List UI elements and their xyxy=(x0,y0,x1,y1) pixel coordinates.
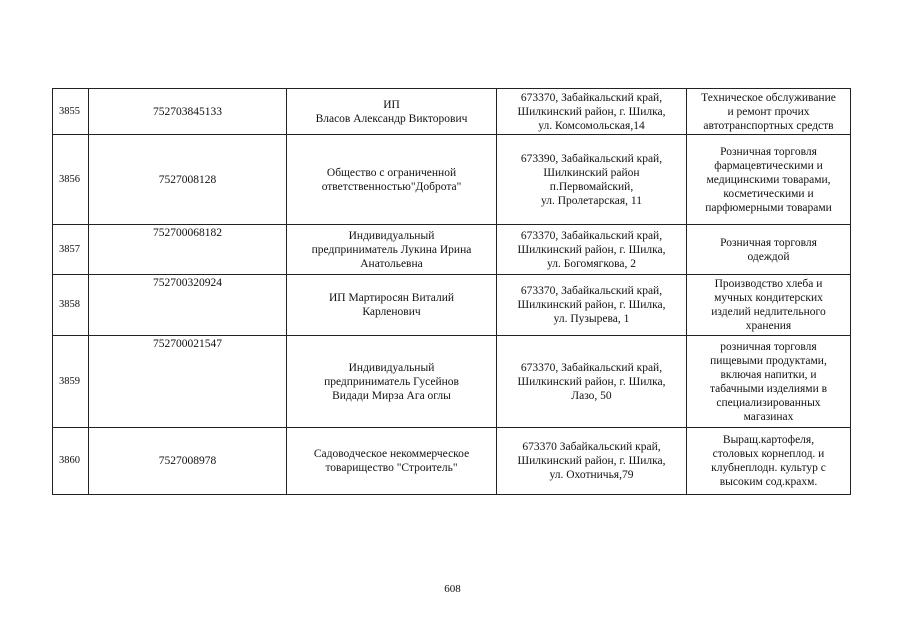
address-cell xyxy=(497,428,687,495)
name-line: Карленович xyxy=(362,306,421,318)
address-cell xyxy=(497,336,687,428)
address-line: Шилкинский район, г. Шилка, xyxy=(517,105,666,118)
address-line: 673370, Забайкальский край, xyxy=(520,285,663,297)
activity-cell xyxy=(687,428,851,495)
activity-line: хранения xyxy=(745,320,792,332)
inn-cell: 752700320924 xyxy=(89,275,287,336)
address-line: ул. Пролетарская, 11 xyxy=(541,194,642,207)
activity-line: фармацевтическими и xyxy=(714,159,823,172)
name-line: Индивидуальный xyxy=(348,229,435,242)
activity-line: Производство хлеба и xyxy=(714,278,823,290)
table-row xyxy=(53,336,851,428)
name-line: ИП Мартиросян Виталий xyxy=(328,292,455,304)
name-line: Садоводческое некоммерческое xyxy=(313,448,470,460)
name-cell xyxy=(287,135,497,225)
row-number: 3860 xyxy=(53,428,89,495)
activity-line: и ремонт прочих xyxy=(727,105,810,118)
inn-cell: 752703845133 xyxy=(89,89,287,135)
name-line: Видади Мирза Ага оглы xyxy=(332,389,451,402)
row-number: 3857 xyxy=(53,225,89,275)
address-line: Шилкинский район, г. Шилка, xyxy=(517,375,666,388)
address-line: 673370, Забайкальский край, xyxy=(520,229,663,242)
activity-line: Розничная торговля xyxy=(720,236,817,249)
table-row xyxy=(53,225,851,275)
name-line: предприниматель Гусейнов xyxy=(324,375,459,388)
address-cell xyxy=(497,135,687,225)
activity-line: автотранспортных средств xyxy=(703,119,834,132)
activity-cell xyxy=(687,275,851,336)
address-line: 673370 Забайкальский край, xyxy=(522,441,661,453)
row-number: 3855 xyxy=(53,89,89,135)
name-cell xyxy=(287,336,497,428)
name-cell xyxy=(287,225,497,275)
activity-line: одеждой xyxy=(747,250,790,263)
activity-line: табачными изделиями в xyxy=(709,382,828,395)
activity-line: Выращ.картофеля, xyxy=(722,434,815,446)
activity-cell xyxy=(687,89,851,135)
address-line: Лазо, 50 xyxy=(571,389,612,402)
address-line: Шилкинский район, г. Шилка, xyxy=(517,243,666,256)
name-cell xyxy=(287,89,497,135)
address-line: Шилкинский район, г. Шилка, xyxy=(517,299,666,311)
name-line: товарищество "Строитель" xyxy=(325,462,458,474)
activity-line: изделий недлительного xyxy=(711,306,826,318)
activity-cell xyxy=(687,336,851,428)
address-cell xyxy=(497,225,687,275)
page-number: 608 xyxy=(444,583,461,595)
activity-line: розничная торговля xyxy=(720,340,817,353)
inn-cell: 752700021547 xyxy=(89,336,287,428)
inn-cell: 7527008978 xyxy=(89,428,287,495)
name-line: Общество с ограниченной xyxy=(326,166,457,179)
activity-line: клубнеплодн. культур с xyxy=(711,462,826,474)
row-number: 3856 xyxy=(53,135,89,225)
row-number: 3859 xyxy=(53,336,89,428)
activity-line: косметическими и xyxy=(723,187,814,200)
activity-cell xyxy=(687,135,851,225)
address-line: ул. Богомягкова, 2 xyxy=(547,257,636,270)
address-line: Шилкинский район xyxy=(543,166,640,179)
table-row xyxy=(53,135,851,225)
activity-line: магазинах xyxy=(743,410,794,423)
inn-cell: 7527008128 xyxy=(89,135,287,225)
activity-line: специализированных xyxy=(716,396,821,409)
name-cell xyxy=(287,275,497,336)
activity-line: высоким сод.крахм. xyxy=(719,476,818,488)
address-line: 673390, Забайкальский край, xyxy=(520,152,663,165)
activity-line: пищевыми продуктами, xyxy=(710,354,827,367)
name-line: ИП xyxy=(383,98,400,111)
name-cell xyxy=(287,428,497,495)
name-line: ответственностью"Доброта" xyxy=(321,180,462,193)
address-line: 673370, Забайкальский край, xyxy=(520,91,663,104)
activity-line: мучных кондитерских xyxy=(714,292,823,304)
activity-line: Техническое обслуживание xyxy=(701,91,836,104)
address-line: Шилкинский район, г. Шилка, xyxy=(517,455,666,467)
address-line: ул. Пузырева, 1 xyxy=(553,313,630,325)
table-row xyxy=(53,275,851,336)
address-line: п.Первомайский, xyxy=(549,180,634,193)
name-line: Индивидуальный xyxy=(348,361,435,374)
activity-line: парфюмерными товарами xyxy=(705,201,832,214)
address-cell xyxy=(497,275,687,336)
address-cell xyxy=(497,89,687,135)
address-line: ул. Охотничья,79 xyxy=(549,469,634,481)
activity-line: столовых корнеплод. и xyxy=(712,448,825,460)
name-line: Анатольевна xyxy=(360,257,423,270)
address-line: ул. Комсомольская,14 xyxy=(538,119,645,132)
activity-line: медицинскими товарами, xyxy=(706,173,831,186)
activity-line: включая напитки, и xyxy=(720,368,817,381)
table-row xyxy=(53,428,851,495)
inn-cell: 752700068182 xyxy=(89,225,287,275)
registry-table xyxy=(52,88,851,495)
table-row xyxy=(53,89,851,135)
address-line: 673370, Забайкальский край, xyxy=(520,361,663,374)
name-line: предприниматель Лукина Ирина xyxy=(311,243,472,256)
activity-line: Розничная торговля xyxy=(720,145,817,158)
name-line: Власов Александр Викторович xyxy=(315,112,468,125)
activity-cell xyxy=(687,225,851,275)
row-number: 3858 xyxy=(53,275,89,336)
